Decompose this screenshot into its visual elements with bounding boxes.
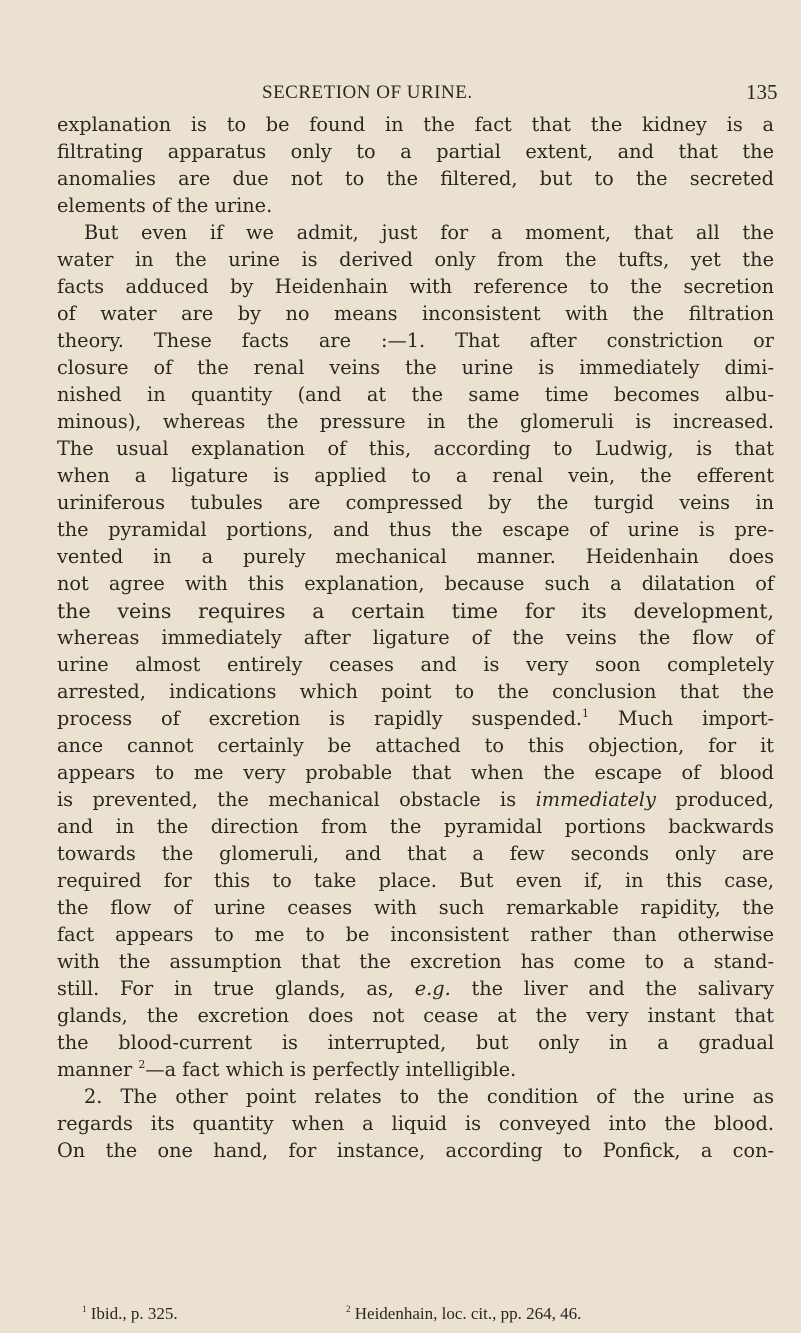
text-line: nished in quantity (and at the same time becomes albu-	[57, 383, 774, 406]
text-line: towards the glomeruli, and that a few seconds only are	[57, 842, 774, 865]
footnote-2	[346, 1304, 581, 1324]
text-line: the veins requires a certain time for its development,	[57, 599, 774, 623]
text-line: arrested, indications which point to the conclusion that the	[57, 680, 774, 703]
text-line: 2. The other point relates to the condition of the urine as	[84, 1085, 774, 1108]
text-segment: process of excretion is rapidly suspended.	[57, 707, 583, 730]
text-line: the flow of urine ceases with such remarkable rapidity, the	[57, 896, 774, 919]
text-line: ance cannot certainly be attached to this objection, for it	[57, 734, 774, 757]
footnote-mark: 1	[82, 1304, 87, 1314]
footnote-ref-2: 2	[138, 1058, 146, 1071]
text-line: appears to me very probable that when the escape of blood	[57, 761, 774, 784]
text-line: elements of the urine.	[57, 194, 273, 217]
text-line: minous), whereas the pressure in the glomeruli is increased.	[57, 410, 774, 433]
text-line: The usual explanation of this, according to Ludwig, is that	[57, 437, 774, 460]
running-head: SECRETION OF URINE.	[262, 82, 473, 103]
text-line: explanation is to be found in the fact that the kidney is a	[57, 113, 774, 136]
emphasis-eg: e.g.	[414, 977, 451, 1000]
text-line: not agree with this explanation, because such a dilatation of	[57, 572, 774, 595]
text-line: uriniferous tubules are compressed by the turgid veins in	[57, 491, 774, 514]
text-line	[57, 706, 774, 732]
text-segment: produced,	[655, 788, 774, 811]
text-line: the pyramidal portions, and thus the escape of urine is pre-	[57, 518, 774, 541]
text-line	[57, 976, 774, 1002]
text-line: required for this to take place. But even if, in this case,	[57, 869, 774, 892]
text-line: whereas immediately after ligature of the veins the flow of	[57, 626, 774, 649]
text-line: when a ligature is applied to a renal vein, the efferent	[57, 464, 774, 487]
text-line: filtrating apparatus only to a partial extent, and that the	[57, 140, 774, 163]
text-line: anomalies are due not to the filtered, but to the secreted	[57, 167, 774, 190]
text-line: of water are by no means inconsistent with the filtration	[57, 302, 774, 325]
footnote-1	[82, 1304, 178, 1324]
text-segment: —a fact which is perfectly intelligible.	[145, 1058, 517, 1081]
page-number: 135	[746, 80, 778, 104]
text-line	[57, 787, 774, 813]
text-line: On the one hand, for instance, according to Ponfick, a con-	[57, 1139, 774, 1162]
text-segment: the liver and the salivary	[450, 977, 774, 1000]
text-line: facts adduced by Heidenhain with reference to the secretion	[57, 275, 774, 298]
text-segment: still. For in true glands, as,	[57, 977, 415, 1000]
text-line: vented in a purely mechanical manner. Heidenhain does	[57, 545, 774, 568]
text-segment: Much import-	[589, 707, 774, 730]
text-line: the blood-current is interrupted, but only in a gradual	[57, 1031, 774, 1054]
text-line: fact appears to me to be inconsistent rather than otherwise	[57, 923, 774, 946]
footnote-text: Ibid., p. 325.	[90, 1304, 178, 1323]
text-segment: manner	[57, 1058, 139, 1081]
emphasis-immediately: immediately	[535, 788, 656, 811]
text-line: theory. These facts are :—1. That after constriction or	[57, 329, 774, 352]
text-line: regards its quantity when a liquid is conveyed into the blood.	[57, 1112, 774, 1135]
text-line	[57, 1057, 516, 1083]
text-line: urine almost entirely ceases and is very soon completely	[57, 653, 774, 676]
footnote-ref-1: 1	[582, 707, 590, 720]
text-line: closure of the renal veins the urine is immediately dimi-	[57, 356, 774, 379]
footnote-text: Heidenhain, loc. cit., pp. 264, 46.	[354, 1304, 582, 1323]
text-line: and in the direction from the pyramidal portions backwards	[57, 815, 774, 838]
text-line: glands, the excretion does not cease at the very instant that	[57, 1004, 774, 1027]
text-line: But even if we admit, just for a moment, that all the	[84, 221, 774, 244]
footnote-mark: 2	[346, 1304, 351, 1314]
text-segment: is prevented, the mechanical obstacle is	[57, 788, 536, 811]
text-line: with the assumption that the excretion has come to a stand-	[57, 950, 774, 973]
text-line: water in the urine is derived only from the tufts, yet the	[57, 248, 774, 271]
